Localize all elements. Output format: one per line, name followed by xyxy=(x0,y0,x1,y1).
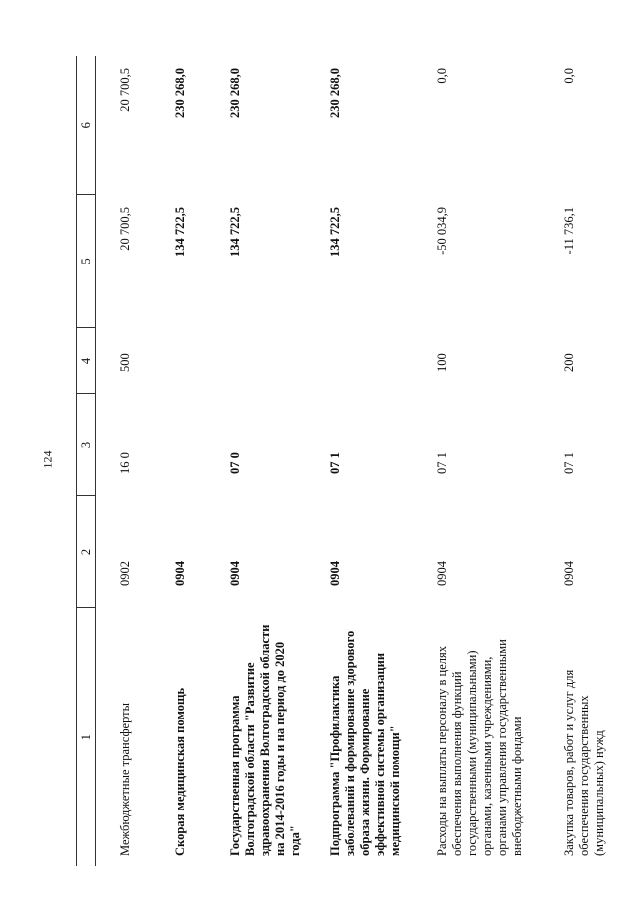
row-value-5: 134 722,5 xyxy=(328,207,342,257)
row-code: 0904 xyxy=(435,561,449,586)
row-target: 07 1 xyxy=(435,452,449,474)
header-col-2: 2 xyxy=(77,496,96,608)
row-code: 0904 xyxy=(328,561,342,586)
row-target: 07 1 xyxy=(562,452,576,474)
row-value-5: -50 034,9 xyxy=(435,207,449,255)
row-name: Межбюджетные трансферты xyxy=(118,702,132,856)
row-name: Подпрограмма "Профилактика заболеваний и формирование здорового образа жизни. Формирование эффективной системы организации медицинской помощи" xyxy=(328,630,402,856)
row-value-6: 20 700,5 xyxy=(118,68,132,112)
row-value-6: 230 268,0 xyxy=(173,68,187,118)
row-type xyxy=(151,328,206,394)
row-type: 100 xyxy=(435,353,449,372)
table-row xyxy=(96,56,152,866)
table-row xyxy=(306,56,413,866)
rotated-table-container xyxy=(76,56,626,866)
table-row xyxy=(151,56,206,866)
row-value-6: 230 268,0 xyxy=(328,68,342,118)
row-value-6: 0,0 xyxy=(562,68,576,84)
budget-table xyxy=(76,56,622,866)
row-target: 16 0 xyxy=(118,452,132,474)
table-row xyxy=(413,56,540,866)
row-name: Расходы на выплаты персоналу в целях обеспечения выполнения функций государственными (муниципальными) органами, казенными учреждениями, органами управления государственными внебюджетными фондами xyxy=(435,639,524,856)
row-value-5: 134 722,5 xyxy=(173,207,187,257)
row-target: 07 0 xyxy=(228,452,242,474)
row-value-6: 230 268,0 xyxy=(228,68,242,118)
header-row xyxy=(77,56,96,866)
row-name: Закупка товаров, работ и услуг для обеспечения государственных (муниципальных) нужд xyxy=(562,669,606,856)
page-number: 124 xyxy=(40,450,55,469)
header-col-1: 1 xyxy=(77,608,96,866)
header-col-4: 4 xyxy=(77,328,96,394)
row-name: Государственная программа Волгоградской области "Развитие здравоохранения Волгоградской области на 2014-2016 годы и на период до 2020 года" xyxy=(228,624,302,856)
row-code: 0904 xyxy=(562,561,576,586)
row-type xyxy=(206,328,306,394)
row-value-5: -11 736,1 xyxy=(562,207,576,255)
table-row xyxy=(540,56,622,866)
header-col-6: 6 xyxy=(77,56,96,195)
row-code: 0902 xyxy=(118,561,132,586)
header-col-3: 3 xyxy=(77,394,96,496)
row-target xyxy=(151,394,206,496)
row-value-6: 0,0 xyxy=(435,68,449,84)
row-code: 0904 xyxy=(173,561,187,586)
row-value-5: 134 722,5 xyxy=(228,207,242,257)
row-type: 500 xyxy=(118,353,132,372)
row-type: 200 xyxy=(562,353,576,372)
row-code: 0904 xyxy=(228,561,242,586)
row-name: Скорая медицинская помощь xyxy=(173,687,187,856)
row-type xyxy=(306,328,413,394)
table-row xyxy=(206,56,306,866)
row-value-5: 20 700,5 xyxy=(118,207,132,251)
header-col-5: 5 xyxy=(77,195,96,328)
row-target: 07 1 xyxy=(328,452,342,474)
